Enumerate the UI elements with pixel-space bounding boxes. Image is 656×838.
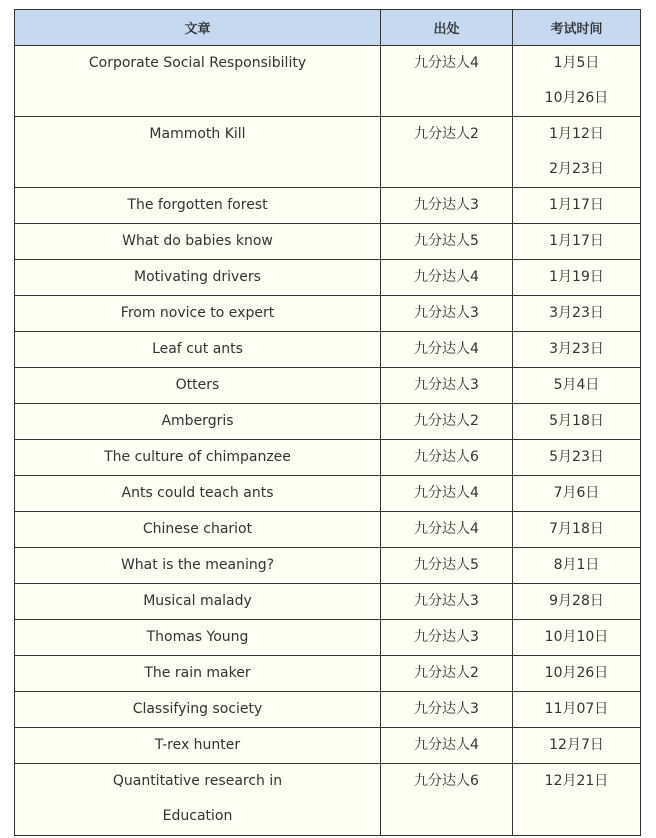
exam-date: 12月7日 [549,737,604,753]
article-title: Thomas Young [146,629,249,645]
article-title: Corporate Social Responsibility [88,55,307,71]
exam-date-cell [513,440,641,476]
article-title: Leaf cut ants [152,341,243,357]
article-title: Classifying society [132,701,263,717]
table-body [15,46,641,836]
exam-date: 5月23日 [549,449,604,465]
exam-date-cell [513,224,641,260]
source-cell [381,188,513,224]
table-row [15,188,641,224]
exam-date-cell [513,188,641,224]
article-title: Chinese chariot [142,521,253,537]
exam-date-cell [513,296,641,332]
article-title: From novice to expert [120,305,275,321]
article-cell [15,692,381,728]
source-text: 九分达人4 [414,737,479,753]
article-cell [15,260,381,296]
exam-date: 1月17日 [549,233,604,249]
table-row [15,224,641,260]
source-cell [381,620,513,656]
table-row [15,46,641,117]
exam-date-cell [513,584,641,620]
table-row [15,764,641,836]
article-cell [15,46,381,117]
article-title: T-rex hunter [154,737,241,753]
source-text: 九分达人4 [414,269,479,285]
exam-date: 10月10日 [544,629,609,645]
article-title: The culture of chimpanzee [104,449,291,465]
exam-date-cell [513,260,641,296]
exam-date: 8月1日 [553,557,600,573]
article-cell [15,764,381,836]
article-cell [15,404,381,440]
exam-date-cell [513,656,641,692]
exam-date: 7月18日 [549,521,604,537]
article-title: What is the meaning? [120,557,275,573]
table-row [15,584,641,620]
header-exam-date: 考试时间 [513,10,641,46]
table-row [15,476,641,512]
table-row [15,117,641,188]
table-row [15,656,641,692]
source-text: 九分达人4 [414,521,479,537]
source-cell [381,548,513,584]
table-container [14,9,640,836]
exam-date: 2月23日 [549,161,604,177]
source-text: 九分达人3 [414,629,479,645]
exam-date-cell [513,764,641,836]
source-text: 九分达人5 [414,557,479,573]
exam-date-cell [513,368,641,404]
article-cell [15,188,381,224]
exam-date: 1月12日 [549,126,604,142]
article-cell [15,548,381,584]
source-text: 九分达人2 [414,126,479,142]
table-row [15,692,641,728]
source-cell [381,117,513,188]
table-row [15,728,641,764]
source-cell [381,476,513,512]
source-cell [381,260,513,296]
source-cell [381,656,513,692]
exam-date: 3月23日 [549,305,604,321]
article-title: Mammoth Kill [149,126,246,142]
source-cell [381,368,513,404]
article-title: Ambergris [161,413,234,429]
table-row [15,512,641,548]
source-text: 九分达人6 [414,773,479,789]
header-source: 出处 [381,10,513,46]
exam-date-cell [513,548,641,584]
exam-articles-table [14,9,641,836]
exam-date: 12月21日 [544,773,609,789]
source-text: 九分达人6 [414,449,479,465]
article-cell [15,476,381,512]
table-header-row [15,10,641,46]
article-cell [15,117,381,188]
source-cell [381,764,513,836]
exam-date: 1月5日 [553,55,600,71]
table-row [15,620,641,656]
source-text: 九分达人3 [414,197,479,213]
source-cell [381,728,513,764]
exam-date-cell [513,332,641,368]
table-row [15,296,641,332]
exam-date: 1月17日 [549,197,604,213]
source-cell [381,692,513,728]
exam-date: 10月26日 [544,665,609,681]
exam-date-cell [513,620,641,656]
article-cell [15,656,381,692]
source-text: 九分达人4 [414,485,479,501]
exam-date-cell [513,117,641,188]
source-text: 九分达人3 [414,593,479,609]
table-row [15,404,641,440]
source-text: 九分达人2 [414,665,479,681]
source-cell [381,440,513,476]
exam-date: 9月28日 [549,593,604,609]
source-cell [381,512,513,548]
source-cell [381,332,513,368]
source-cell [381,46,513,117]
source-text: 九分达人4 [414,55,479,71]
article-cell [15,296,381,332]
article-cell [15,512,381,548]
article-cell [15,224,381,260]
source-text: 九分达人4 [414,341,479,357]
header-article: 文章 [15,10,381,46]
exam-date-cell [513,476,641,512]
exam-date-cell [513,46,641,117]
exam-date: 10月26日 [544,90,609,106]
article-cell [15,584,381,620]
table-row [15,548,641,584]
exam-date: 7月6日 [553,485,600,501]
article-cell [15,368,381,404]
source-text: 九分达人3 [414,377,479,393]
source-cell [381,404,513,440]
exam-date: 3月23日 [549,341,604,357]
source-cell [381,296,513,332]
exam-date-cell [513,512,641,548]
article-cell [15,620,381,656]
article-title: The forgotten forest [127,197,268,213]
table-row [15,260,641,296]
exam-date: 1月19日 [549,269,604,285]
exam-date: 5月4日 [553,377,600,393]
exam-date-cell [513,692,641,728]
source-cell [381,224,513,260]
exam-date-cell [513,404,641,440]
source-text: 九分达人3 [414,305,479,321]
source-text: 九分达人2 [414,413,479,429]
article-cell [15,728,381,764]
exam-date-cell [513,728,641,764]
source-text: 九分达人5 [414,233,479,249]
article-title: Musical malady [143,593,252,609]
article-cell [15,440,381,476]
article-title: Otters [175,377,220,393]
article-title: What do babies know [122,233,273,249]
table-row [15,440,641,476]
article-title: Education [162,808,233,824]
article-title: Quantitative research in [112,773,283,789]
exam-date: 11月07日 [544,701,609,717]
article-title: The rain maker [144,665,251,681]
source-cell [381,584,513,620]
article-title: Motivating drivers [134,269,261,285]
article-title: Ants could teach ants [121,485,274,501]
table-row [15,368,641,404]
article-cell [15,332,381,368]
source-text: 九分达人3 [414,701,479,717]
exam-date: 5月18日 [549,413,604,429]
table-row [15,332,641,368]
